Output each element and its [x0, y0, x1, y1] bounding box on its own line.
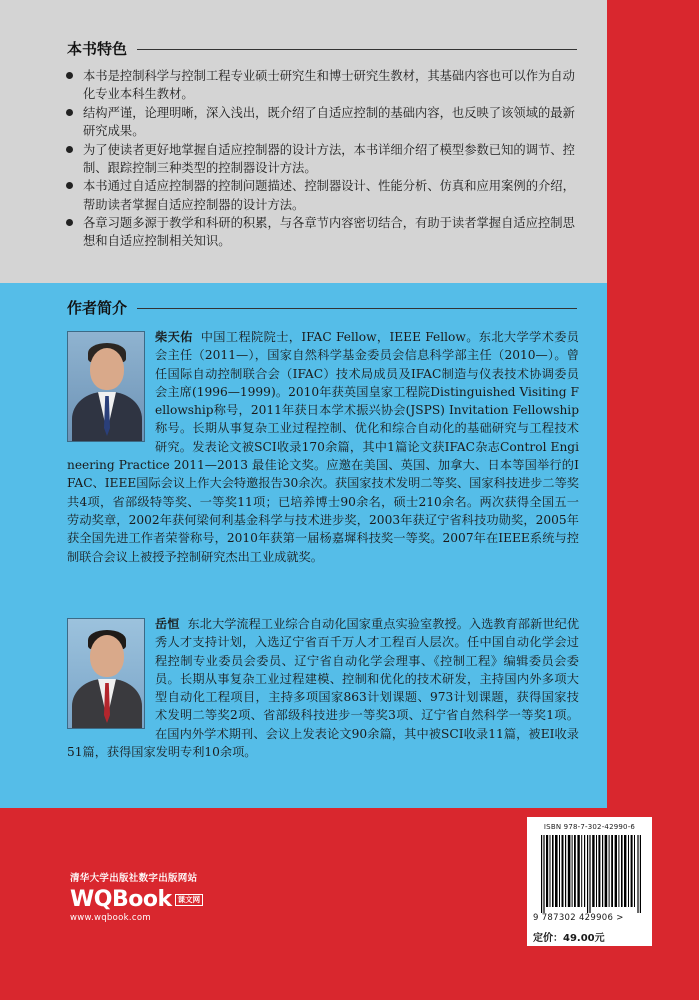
publisher-name: 清华大学出版社数字出版网站: [70, 873, 198, 884]
feature-item: [64, 67, 584, 103]
publisher-block: [70, 870, 203, 923]
heading-divider: [137, 308, 577, 309]
feature-item: [64, 104, 584, 140]
feature-text: 结构严谨，论理明晰，深入浅出，既介绍了自适应控制的基础内容，也反映了该领域的最新研究成果。: [83, 105, 575, 138]
author-name: 柴天佑: [155, 330, 193, 344]
bullet-icon: [66, 219, 73, 226]
feature-item: [64, 177, 584, 213]
author-photo: [67, 618, 145, 729]
isbn-text: ISBN 978-7-302-42990-6: [543, 823, 636, 831]
authors-heading: 作者简介: [67, 298, 128, 317]
author-photo: [67, 331, 145, 442]
price-label: 定价：49.00元: [527, 926, 652, 946]
feature-item: [64, 141, 584, 177]
features-list: [64, 67, 584, 251]
barcode-digits: 9 787302 429906 >: [533, 913, 624, 923]
author-bio-chai: [67, 328, 579, 566]
bullet-icon: [66, 72, 73, 79]
author-name: 岳恒: [155, 617, 180, 631]
bullet-icon: [66, 109, 73, 116]
feature-text: 本书是控制科学与控制工程专业硕士研究生和博士研究生教材，其基础内容也可以作为自动化专业本科生教材。: [83, 69, 575, 102]
logo-badge: 课文网: [175, 894, 204, 906]
barcode-icon: [541, 835, 641, 913]
authors-heading-row: [67, 297, 577, 317]
logo-text: WQBook: [70, 887, 172, 912]
publisher-url: www.wqbook.com: [70, 913, 151, 923]
feature-text: 本书通过自适应控制器的控制问题描述、控制器设计、性能分析、仿真和应用案例的介绍，帮助读者掌握自适应控制器的设计方法。: [83, 179, 575, 212]
author-bio: 中国工程院院士，IFAC Fellow，IEEE Fellow。东北大学学术委员会主任（2011—），国家自然科学基金委员会信息科学部主任（2010—）。曾任国际自动控制联合会（IFAC）技术局成员及IFAC制造与仪表技术协调委员会主席(1996—1999)。2010年获英国皇家工程院Distinguished Visiting Fellowship称号，2011年获日本学术振兴协会(JSPS) Invitation Fellowship称号。长期从事复杂工业过程控制、优化和综合自动化的基础研究与工程技术研究。发表论文被SCI收录170余篇，其中1篇论文获IFAC杂志Control Engineering Practice 2011—2013 最佳论文奖。应邀在美国、英国、加拿大、日本等国举行的IFAC、IEEE国际会议上作大会特邀报告30余次。获国家技术发明二等奖、国家科技进步二等奖共4项，省部级特等奖、一等奖11项；已培养博士90余名，硕士210余名。两次获得全国五一劳动奖章，2002年获何梁何利基金科学与技术进步奖，2003年获辽宁省科技功勋奖，2005年获全国先进工作者荣誉称号，2010年获第一届杨嘉墀科技奖一等奖。2007年在IEEE系统与控制联合会议上被授予控制研究杰出工业成就奖。: [67, 330, 579, 564]
feature-text: 各章习题多源于教学和科研的积累，与各章节内容密切结合，有助于读者掌握自适应控制思想和自适应控制相关知识。: [83, 216, 575, 249]
features-heading-row: [67, 38, 577, 58]
features-heading: 本书特色: [67, 39, 128, 58]
author-bio-yue: [67, 615, 579, 761]
bullet-icon: [66, 182, 73, 189]
heading-divider: [137, 49, 577, 50]
feature-text: 为了使读者更好地掌握自适应控制器的设计方法，本书详细介绍了模型参数已知的调节、控制、跟踪控制三种类型的控制器设计方法。: [83, 142, 575, 175]
bullet-icon: [66, 146, 73, 153]
author-bio: 东北大学流程工业综合自动化国家重点实验室教授。入选教育部新世纪优秀人才支持计划，入选辽宁省百千万人才工程百人层次。任中国自动化学会过程控制专业委员会委员、辽宁省自动化学会理事、《控制工程》编辑委员会委员。长期从事复杂工业过程建模、控制和优化的技术研发，主持国内外多项大型自动化工程项目，主持多项国家863计划课题、973计划课题，获得国家技术发明二等奖2项、省部级科技进步一等奖3项、辽宁省自然科学一等奖1项。在国内外学术期刊、会议上发表论文90余篇，其中被SCI收录11篇，被EI收录51篇，获得国家发明专利10余项。: [67, 617, 580, 760]
feature-item: [64, 214, 584, 250]
publisher-logo: [70, 887, 203, 912]
